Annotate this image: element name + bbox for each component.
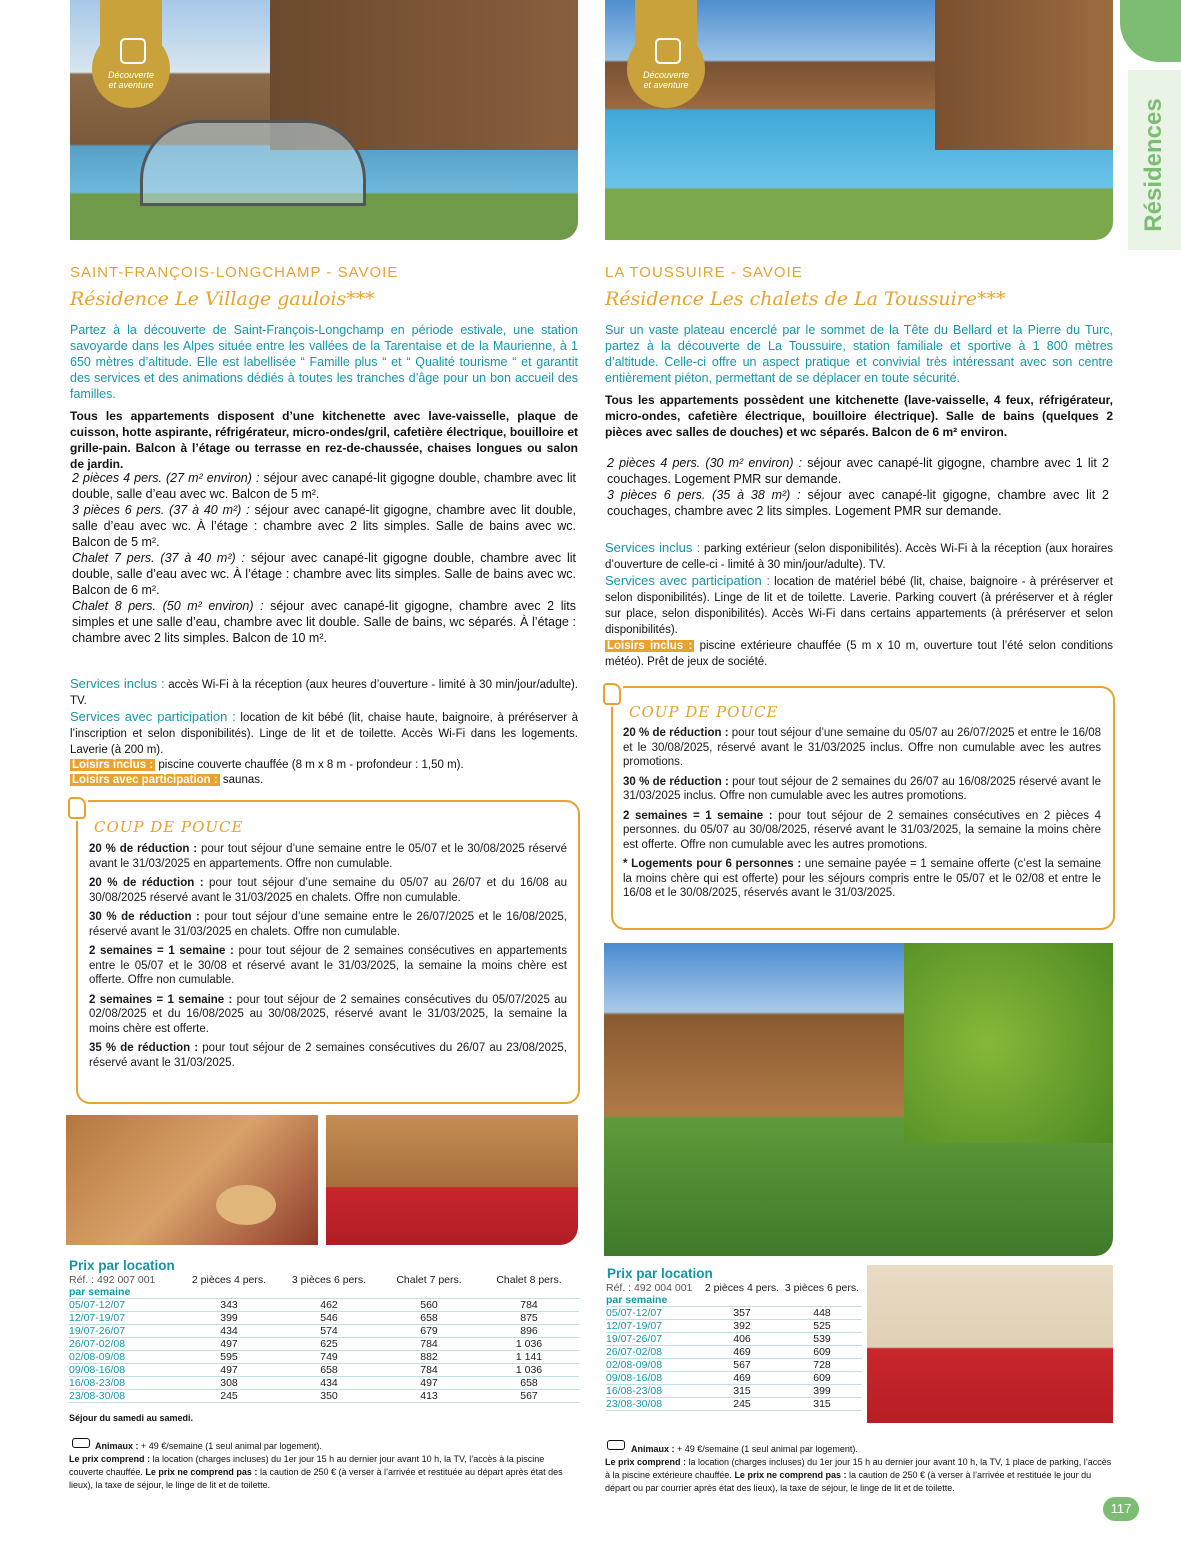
col-header: Chalet 7 pers.: [396, 1274, 462, 1286]
side-tab-corner: [1120, 0, 1181, 62]
price-ref: Réf. : 492 007 001: [69, 1274, 156, 1286]
table-row: 05/07-12/07 357 448: [606, 1307, 862, 1320]
units-right: 2 pièces 4 pers. (30 m² environ) : séjour avec canapé-lit gigogne, chambre avec 1 lit 2 couchages. Logement PMR sur demande. 3 pièces 6 pers. (35 à 38 m²) : séjour avec canapé-lit gigogne, chambre avec lit 2 couchages, chambre avec 2 lits simples. Logement PMR sur demande.: [607, 456, 1109, 518]
services-left: Services inclus : accès Wi-Fi à la réception (aux heures d’ouverture - limité à 30 min/jour/adulte). TV. Services avec participation : location de kit bébé (lit, chaise haute, baignoire, à préréserver à l’inscription et selon disponibilités). Linge de lit et de toilette. Accès Wi-Fi dans les logements. Laverie (à 200 m).: [70, 676, 579, 756]
price-table-left: [69, 1274, 579, 1403]
photo-bedroom-right: [867, 1265, 1113, 1423]
price-footnotes-left: Animaux : + 49 €/semaine (1 seul animal par logement). Le prix comprend : la location (charges incluses) du 1er jour 15 h au dernier jour avant 10 h, la TV, l’accès à la piscine couverte chauffée. Le prix ne comprend pas : la caution de 250 € (à verser à l’arrivée et restituée au départ après état des lieux), la taxe de séjour, le linge de lit et de toilette.: [69, 1441, 563, 1490]
residence-title-left: Résidence Le Village gaulois***: [70, 288, 375, 310]
table-row: 19/07-26/07 406 539: [606, 1333, 862, 1346]
price-footnotes-right: Animaux : + 49 €/semaine (1 seul animal par logement). Le prix comprend : la location (charges incluses) du 1er jour 15 h au dernier jour avant 10 h, la TV, 1 place de parking, l’accès à la piscine extérieure chauffée. Le prix ne comprend pas : la caution de 250 € (à verser à l’arrivée et restituée le jour du départ ou par courrier après état des lieux), la taxe de séjour, le linge de lit et de toilette.: [605, 1444, 1112, 1493]
table-row: 02/08-09/08 567 728: [606, 1359, 862, 1372]
dining-table: [216, 1185, 276, 1225]
services-right: Services inclus : parking extérieur (selon disponibilités). Accès Wi-Fi à la réception (aux horaires d’ouverture de celle-ci - limité à 30 min/jour/adulte). TV. Services avec participation : location de matériel bébé (lit, chaise, baignoire - à préréserver et selon disponibilités). Linge de lit et de toilette. Laverie. Parking couvert (à préréserver et à régler sur place, selon disponibilités). Accès Wi-Fi dans certains appartements (à préréserver et selon disponibilités).: [605, 540, 1113, 636]
promo-list-right: 20 % de réduction : pour tout séjour d’une semaine du 05/07 au 26/07/2025 et entre le 16/08 et le 30/08/2025, réservé avant le 31/03/2025 inclus. Offre non cumulable avec les autres promotions. 30 % de réduction : pour tout séjour de 2 semaines du 26/07 au 16/08/2025 réservé avant le 31/03/2025 inclus. Offre non cumulable avec les autres promotions. 2 semaines = 1 semaine : pour tout séjour de 2 semaines consécutives en 2 pièces 4 personnes. du 05/07 au 30/08/2025, réservé avant le 31/03/2025, la semaine la moins chère est offerte. Offre non cumulable avec les autres promotions. * Logements pour 6 personnes : une semaine payée = 1 semaine offerte (c’est la semaine la moins chère qui est offerte) pour les séjours compris entre le 05/07 et le 02/08 et entre le 16/08 et le 30/08/2025, réservés avant le 31/03/2025.: [623, 727, 1102, 899]
price-note-left: Séjour du samedi au samedi.: [69, 1413, 194, 1423]
region-right: LA TOUSSUIRE - SAVOIE: [605, 264, 803, 281]
region-left: SAINT-FRANÇOIS-LONGCHAMP - SAVOIE: [70, 264, 399, 281]
price-title-right: Prix par location: [607, 1266, 713, 1281]
per-week-label: par semaine: [69, 1286, 579, 1299]
badge-label: Découverte et aventure: [642, 70, 690, 90]
table-row: 02/08-09/08 595 749 882 1 141: [69, 1351, 579, 1364]
table-row: 23/08-30/08 245 315: [606, 1398, 862, 1411]
table-row: 26/07-02/08 469 609: [606, 1346, 862, 1359]
table-row: 19/07-26/07 434 574 679 896: [69, 1325, 579, 1338]
residence-title-right: Résidence Les chalets de La Toussuire***: [605, 288, 1006, 310]
table-row: 16/08-23/08 308 434 497 658: [69, 1377, 579, 1390]
tree: [904, 943, 1113, 1143]
photo-bedroom-left: [326, 1115, 578, 1245]
col-header: Chalet 8 pers.: [496, 1274, 562, 1286]
pool-dome: [140, 120, 366, 206]
table-row: 09/08-16/08 469 609: [606, 1372, 862, 1385]
thumbs-up-icon: [599, 679, 623, 707]
table-row: 05/07-12/07 343 462 560 784: [69, 1299, 579, 1312]
table-row: 12/07-19/07 392 525: [606, 1320, 862, 1333]
side-tab-label: Résidences: [1140, 98, 1167, 232]
backpack-icon: [120, 38, 146, 64]
units-left: 2 pièces 4 pers. (27 m² environ) : séjour avec canapé-lit gigogne double, chambre avec lit double, salle d’eau avec wc. Balcon de 5 m². 3 pièces 6 pers. (37 à 40 m²) : séjour avec canapé-lit gigogne, chambre avec lit double, salle d’eau avec wc. À l’étage : chambre avec 2 lits simples. Salle de bains avec wc. Balcon de 5 m². Chalet 7 pers. (37 à 40 m²) : séjour avec canapé-lit gigogne double, chambre avec lit double, salle d’eau avec wc. À l’étage : chambre avec lits simples. Salle de bains avec wc. Balcon de 6 m². Chalet 8 pers. (50 m² environ) : séjour avec canapé-lit gigogne, chambre avec 2 lits simples et une salle d’eau, chambre avec lit double. Salle de bains, wc séparés. À l’étage : chambre avec 2 lits simples. Balcon de 10 m².: [72, 471, 576, 645]
loisirs-right: Loisirs inclus : piscine extérieure chauffée (5 m x 10 m, ouverture tout l’été selon conditions météo). Prêt de jeux de société.: [605, 640, 1113, 668]
col-header: 2 pièces 4 pers.: [191, 1274, 267, 1286]
table-row: 23/08-30/08 245 350 413 567: [69, 1390, 579, 1403]
table-row: 12/07-19/07 399 546 658 875: [69, 1312, 579, 1325]
col-header: 3 pièces 6 pers.: [291, 1274, 367, 1286]
price-table-right: [606, 1282, 862, 1411]
backpack-icon: [655, 38, 681, 64]
promo-list-left: 20 % de réduction : pour tout séjour d’une semaine entre le 05/07 et le 30/08/2025 réservé avant le 31/03/2025 en appartements. Offre non cumulable. 20 % de réduction : pour tout séjour d’une semaine du 05/07 au 26/07 et du 16/08 au 30/08/2025 réservé avant le 31/03/2025 en chalets. Offre non cumulable. 30 % de réduction : pour tout séjour d’une semaine entre le 26/07/2025 et le 16/08/2025, réservé avant le 31/03/2025 en chalets. Offre non cumulable. 2 semaines = 1 semaine : pour tout séjour de 2 semaines consécutives en appartements entre le 05/07 et le 30/08 et réservé avant le 31/03/2025, la semaine la moins chère est offerte. Offre non cumulable. 2 semaines = 1 semaine : pour tout séjour de 2 semaines consécutives du 05/07/2025 au 02/08/2025 et du 16/08/2025 au 30/08/2025, réservé avant le 31/03/2025, la semaine la moins chère est offerte. 35 % de réduction : pour tout séjour de 2 semaines consécutives du 26/07 au 23/08/2025, réservé avant le 31/03/2025.: [89, 843, 568, 1069]
price-title-left: Prix par location: [69, 1258, 175, 1273]
apartments-right: Tous les appartements possèdent une kitchenette (lave-vaisselle, 4 feux, réfrigérateur, micro-ondes, cafetière électrique, bouilloire électrique). Salle de bains (quelques 2 pièces avec salles de douches) et wc séparés. Balcon de 6 m² environ.: [605, 393, 1113, 439]
intro-left: Partez à la découverte de Saint-François-Longchamp en période estivale, une station savoyarde dans les Alpes située entre les vallées de la Tarentaise et de la Maurienne, à 1 650 mètres d’altitude. Elle est labellisée “ Famille plus “ et “ Qualité tourisme “ et garantit des services et des animations dédiés à toutes les tranches d’âge pour un bon accueil des familles.: [70, 323, 578, 401]
page-number: 117: [1103, 1497, 1139, 1521]
thumbs-up-icon: [64, 793, 88, 821]
col-header: 2 pièces 4 pers.: [704, 1282, 780, 1294]
price-ref: Réf. : 492 004 001: [606, 1282, 693, 1294]
chalet-building: [935, 0, 1113, 150]
table-row: 09/08-16/08 497 658 784 1 036: [69, 1364, 579, 1377]
table-row: 16/08-23/08 315 399: [606, 1385, 862, 1398]
badge-label: Découverte et aventure: [107, 70, 155, 90]
col-header: 3 pièces 6 pers.: [784, 1282, 860, 1294]
apartments-left: Tous les appartements disposent d’une kitchenette avec lave-vaisselle, plaque de cuisson, hotte aspirante, réfrigérateur, micro-ondes/gril, cafetière électrique, bouilloire et grille-pain. Balcon à l’étage ou terrasse en rez-de-chaussée, chaises longues ou salon de jardin.: [70, 409, 578, 471]
intro-right: Sur un vaste plateau encerclé par le sommet de la Tête du Bellard et la Pierre du Turc, partez à la découverte de La Toussuire, station familiale et sportive à 1 800 mètres d’altitude. Celle-ci offre un aspect pratique et convivial très intéressant avec son centre entièrement piéton, permettant de se déplacer en toute sécurité.: [605, 323, 1113, 385]
loisirs-left: Loisirs inclus : piscine couverte chauffée (8 m x 8 m - profondeur : 1,50 m). Loisirs avec participation : saunas.: [72, 759, 464, 786]
table-row: 26/07-02/08 497 625 784 1 036: [69, 1338, 579, 1351]
photo-living-room: [66, 1115, 318, 1245]
photo-chalets-exterior: [604, 943, 1113, 1256]
promo-title-right: COUP DE POUCE: [629, 703, 779, 721]
promo-title-left: COUP DE POUCE: [94, 818, 244, 836]
per-week-label: par semaine: [606, 1294, 862, 1307]
